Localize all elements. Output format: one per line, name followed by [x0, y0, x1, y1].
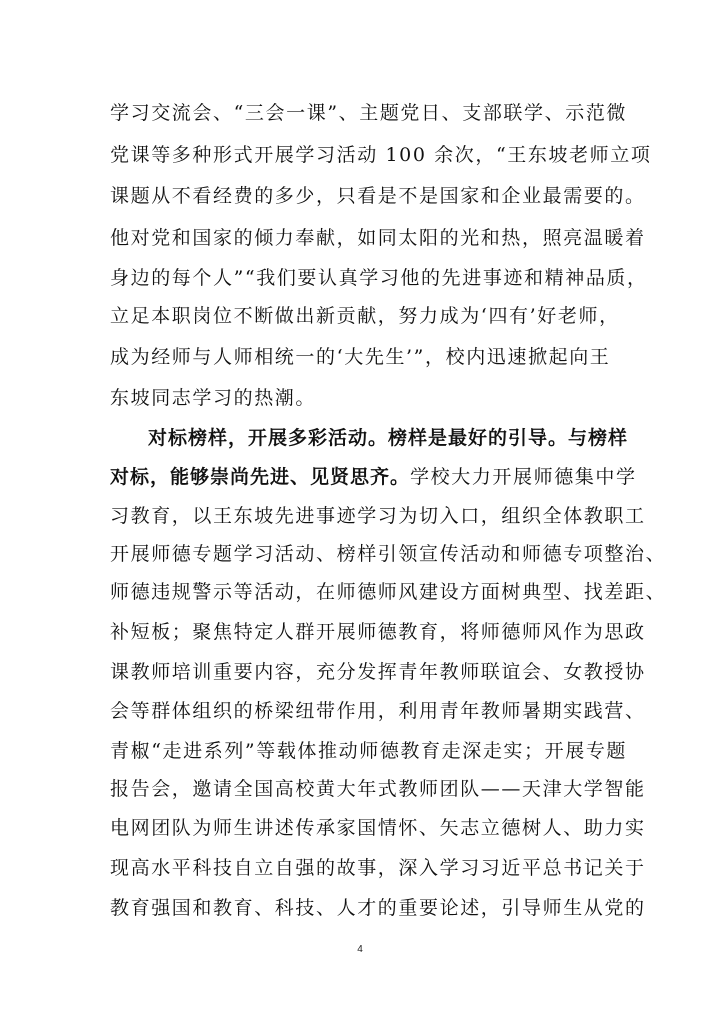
text-line: 电网团队为师生讲述传承家国情怀、矢志立德树人、助力实: [110, 817, 646, 839]
text-line: 会等群体组织的桥梁纽带作用，利用青年教师暑期实践营、: [110, 700, 646, 722]
text-line: 东坡同志学习的热潮。: [110, 387, 317, 409]
text-line: 成为经师与人师相统一的‘大先生’”，校内迅速掀起向王: [110, 346, 611, 368]
text-line: 课教师培训重要内容，充分发挥青年教师联谊会、女教授协: [110, 661, 646, 683]
text-line: 身边的每个人”“我们要认真学习他的先进事迹和精神品质，: [110, 267, 648, 289]
text-line: 报告会，邀请全国高校黄大年式教师团队——天津大学智能: [110, 778, 646, 800]
text-line: 他对党和国家的倾力奉献，如同太阳的光和热，照亮温暖着: [110, 227, 646, 249]
text-line: 立足本职岗位不断做出新贡献，努力成为‘四有’好老师，: [110, 305, 620, 327]
text-line: 课题从不看经费的多少，只看是不是国家和企业最需要的。: [110, 185, 646, 207]
bold-heading: 对标，能够崇尚先进、见贤思齐。: [110, 466, 411, 488]
bold-heading: 对标榜样，开展多彩活动。榜样是最好的引导。与榜样: [148, 427, 629, 449]
paragraph-heading: [148, 426, 640, 450]
text-line: 学习交流会、“三会一课”、主题党日、支部联学、示范微: [110, 102, 628, 124]
text-line: 对标，能够崇尚先进、见贤思齐。学校大力开展师德集中学: [110, 466, 637, 488]
text-line: 教育强国和教育、科技、人才的重要论述，引导师生从党的: [110, 897, 646, 919]
text-line: 师德违规警示等活动，在师德师风建设方面树典型、找差距、: [110, 581, 667, 603]
text-line: 青椒“走进系列”等载体推动师德教育走深走实；开展专题: [110, 740, 628, 762]
text-line: 开展师德专题学习活动、榜样引领宣传活动和师德专项整治、: [110, 543, 667, 565]
text-line: 补短板；聚焦特定人群开展师德教育，将师德师风作为思政: [110, 621, 646, 643]
text-line: 党课等多种形式开展学习活动 100 余次，“王东坡老师立项: [110, 144, 652, 166]
page-number: 4: [357, 944, 363, 955]
text-line: 现高水平科技自立自强的故事，深入学习习近平总书记关于: [110, 857, 646, 879]
text-line: 习教育，以王东坡先进事迹学习为切入口，组织全体教职工: [110, 505, 646, 527]
